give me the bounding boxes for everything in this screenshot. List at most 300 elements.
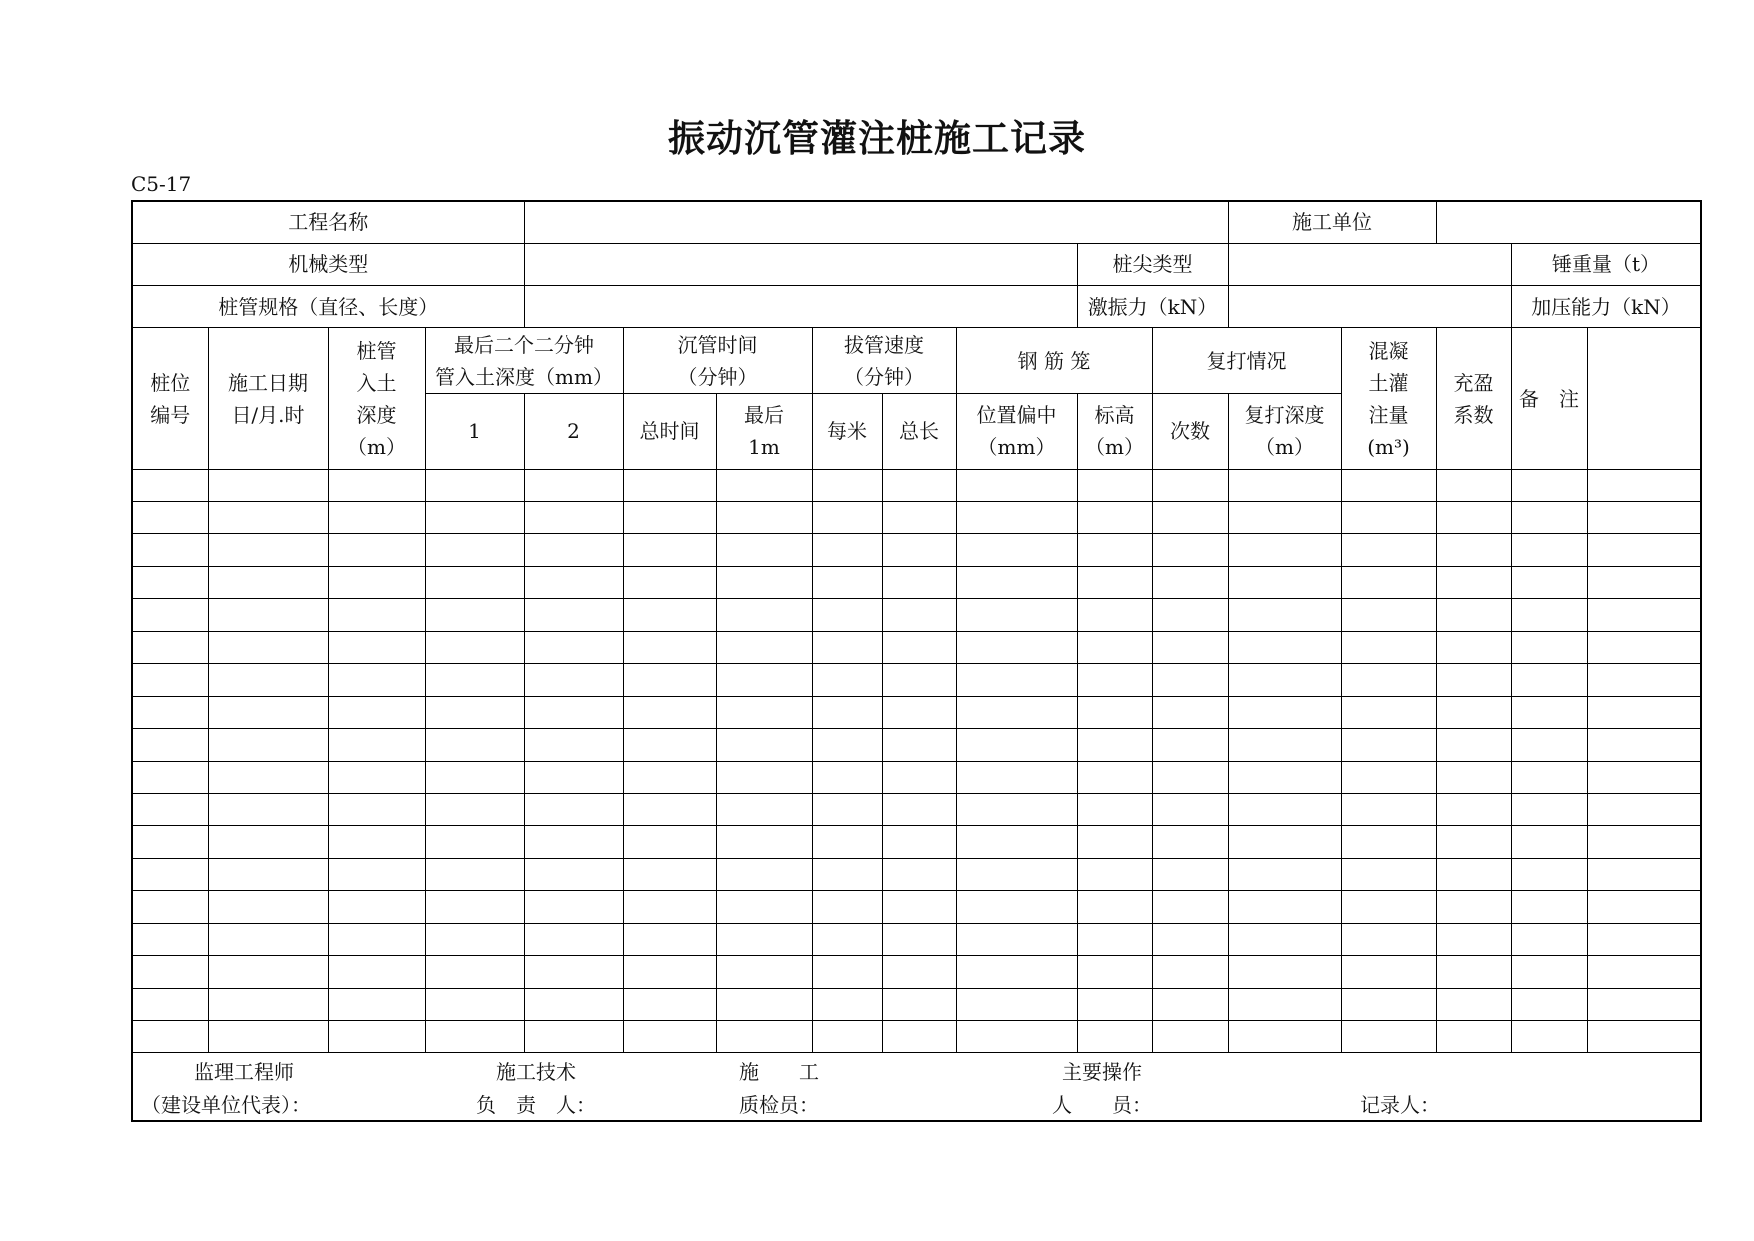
- record-cell[interactable]: [132, 1021, 208, 1053]
- record-cell[interactable]: [132, 664, 208, 696]
- record-cell[interactable]: [882, 631, 956, 663]
- record-cell[interactable]: [623, 988, 716, 1020]
- record-cell[interactable]: [425, 793, 524, 825]
- record-cell[interactable]: [1077, 891, 1152, 923]
- record-cell[interactable]: [132, 729, 208, 761]
- record-cell[interactable]: [716, 761, 812, 793]
- record-cell[interactable]: [1077, 502, 1152, 534]
- record-cell[interactable]: [812, 664, 882, 696]
- record-cell[interactable]: [425, 826, 524, 858]
- record-cell[interactable]: [623, 793, 716, 825]
- record-cell[interactable]: [425, 469, 524, 501]
- record-cell[interactable]: [132, 696, 208, 728]
- record-cell[interactable]: [956, 502, 1077, 534]
- record-cell[interactable]: [1511, 793, 1587, 825]
- record-cell[interactable]: [882, 599, 956, 631]
- record-cell[interactable]: [623, 599, 716, 631]
- record-cell[interactable]: [524, 826, 623, 858]
- record-cell[interactable]: [1152, 1021, 1228, 1053]
- record-cell[interactable]: [1341, 502, 1436, 534]
- record-cell[interactable]: [956, 631, 1077, 663]
- record-cell[interactable]: [328, 502, 425, 534]
- record-cell[interactable]: [1152, 469, 1228, 501]
- record-cell[interactable]: [328, 599, 425, 631]
- record-cell[interactable]: [1228, 988, 1341, 1020]
- record-cell[interactable]: [1077, 534, 1152, 566]
- record-cell[interactable]: [1436, 696, 1511, 728]
- record-cell[interactable]: [623, 566, 716, 598]
- record-cell[interactable]: [425, 599, 524, 631]
- record-cell[interactable]: [1228, 793, 1341, 825]
- record-cell[interactable]: [208, 664, 328, 696]
- record-cell[interactable]: [1228, 664, 1341, 696]
- record-cell[interactable]: [882, 1021, 956, 1053]
- record-cell[interactable]: [623, 502, 716, 534]
- record-cell[interactable]: [132, 793, 208, 825]
- record-cell[interactable]: [1228, 891, 1341, 923]
- record-cell[interactable]: [524, 631, 623, 663]
- record-cell[interactable]: [882, 858, 956, 890]
- record-cell[interactable]: [1587, 534, 1701, 566]
- record-cell[interactable]: [1341, 988, 1436, 1020]
- record-cell[interactable]: [812, 826, 882, 858]
- record-cell[interactable]: [1436, 599, 1511, 631]
- record-cell[interactable]: [1152, 729, 1228, 761]
- record-cell[interactable]: [1341, 761, 1436, 793]
- record-cell[interactable]: [1228, 599, 1341, 631]
- record-cell[interactable]: [812, 1021, 882, 1053]
- record-cell[interactable]: [1228, 729, 1341, 761]
- record-cell[interactable]: [1077, 761, 1152, 793]
- record-cell[interactable]: [1436, 631, 1511, 663]
- record-cell[interactable]: [812, 566, 882, 598]
- record-cell[interactable]: [716, 891, 812, 923]
- record-cell[interactable]: [328, 664, 425, 696]
- record-cell[interactable]: [956, 696, 1077, 728]
- record-cell[interactable]: [623, 469, 716, 501]
- record-cell[interactable]: [882, 793, 956, 825]
- record-cell[interactable]: [425, 858, 524, 890]
- record-cell[interactable]: [716, 923, 812, 955]
- record-cell[interactable]: [328, 761, 425, 793]
- record-cell[interactable]: [1511, 761, 1587, 793]
- record-cell[interactable]: [524, 534, 623, 566]
- record-cell[interactable]: [812, 956, 882, 988]
- record-cell[interactable]: [1152, 891, 1228, 923]
- record-cell[interactable]: [1511, 956, 1587, 988]
- record-cell[interactable]: [1341, 469, 1436, 501]
- record-cell[interactable]: [1077, 988, 1152, 1020]
- record-cell[interactable]: [1077, 664, 1152, 696]
- pile-tip-type-field[interactable]: [1228, 243, 1511, 285]
- record-cell[interactable]: [956, 599, 1077, 631]
- record-cell[interactable]: [882, 534, 956, 566]
- record-cell[interactable]: [425, 891, 524, 923]
- record-cell[interactable]: [882, 664, 956, 696]
- record-cell[interactable]: [1436, 956, 1511, 988]
- record-cell[interactable]: [1341, 956, 1436, 988]
- record-cell[interactable]: [812, 858, 882, 890]
- record-cell[interactable]: [882, 826, 956, 858]
- record-cell[interactable]: [1077, 729, 1152, 761]
- recorder-signature[interactable]: [1360, 1089, 1440, 1122]
- record-cell[interactable]: [132, 534, 208, 566]
- record-cell[interactable]: [812, 761, 882, 793]
- pipe-spec-field[interactable]: [524, 286, 1077, 328]
- record-cell[interactable]: [132, 631, 208, 663]
- record-cell[interactable]: [425, 729, 524, 761]
- record-cell[interactable]: [425, 761, 524, 793]
- record-cell[interactable]: [328, 793, 425, 825]
- record-cell[interactable]: [132, 858, 208, 890]
- record-cell[interactable]: [623, 534, 716, 566]
- record-cell[interactable]: [1436, 858, 1511, 890]
- record-cell[interactable]: [956, 664, 1077, 696]
- record-cell[interactable]: [1436, 891, 1511, 923]
- record-cell[interactable]: [524, 664, 623, 696]
- record-cell[interactable]: [1587, 502, 1701, 534]
- record-cell[interactable]: [623, 826, 716, 858]
- record-cell[interactable]: [1077, 793, 1152, 825]
- record-cell[interactable]: [812, 469, 882, 501]
- record-cell[interactable]: [1077, 696, 1152, 728]
- record-cell[interactable]: [425, 696, 524, 728]
- record-cell[interactable]: [208, 729, 328, 761]
- record-cell[interactable]: [716, 988, 812, 1020]
- record-cell[interactable]: [1341, 923, 1436, 955]
- record-cell[interactable]: [1228, 1021, 1341, 1053]
- record-cell[interactable]: [132, 956, 208, 988]
- record-cell[interactable]: [1341, 891, 1436, 923]
- record-cell[interactable]: [956, 566, 1077, 598]
- record-cell[interactable]: [524, 696, 623, 728]
- record-cell[interactable]: [1511, 566, 1587, 598]
- record-cell[interactable]: [1152, 631, 1228, 663]
- record-cell[interactable]: [716, 631, 812, 663]
- record-cell[interactable]: [1228, 696, 1341, 728]
- record-cell[interactable]: [328, 631, 425, 663]
- tech-lead-signature[interactable]: [476, 1056, 596, 1122]
- record-cell[interactable]: [328, 923, 425, 955]
- record-cell[interactable]: [716, 534, 812, 566]
- project-name-field[interactable]: [524, 201, 1228, 243]
- record-cell[interactable]: [1152, 502, 1228, 534]
- record-cell[interactable]: [132, 988, 208, 1020]
- record-cell[interactable]: [623, 696, 716, 728]
- record-cell[interactable]: [328, 826, 425, 858]
- record-cell[interactable]: [956, 1021, 1077, 1053]
- record-cell[interactable]: [1152, 599, 1228, 631]
- record-cell[interactable]: [1077, 599, 1152, 631]
- record-cell[interactable]: [956, 729, 1077, 761]
- record-cell[interactable]: [1587, 761, 1701, 793]
- record-cell[interactable]: [524, 729, 623, 761]
- record-cell[interactable]: [524, 761, 623, 793]
- record-cell[interactable]: [1341, 696, 1436, 728]
- record-cell[interactable]: [882, 761, 956, 793]
- record-cell[interactable]: [328, 891, 425, 923]
- record-cell[interactable]: [208, 793, 328, 825]
- record-cell[interactable]: [623, 761, 716, 793]
- record-cell[interactable]: [132, 599, 208, 631]
- record-cell[interactable]: [425, 664, 524, 696]
- record-cell[interactable]: [1587, 826, 1701, 858]
- record-cell[interactable]: [524, 502, 623, 534]
- record-cell[interactable]: [328, 696, 425, 728]
- record-cell[interactable]: [425, 1021, 524, 1053]
- record-cell[interactable]: [716, 793, 812, 825]
- record-cell[interactable]: [812, 534, 882, 566]
- record-cell[interactable]: [623, 1021, 716, 1053]
- record-cell[interactable]: [882, 956, 956, 988]
- record-cell[interactable]: [1152, 956, 1228, 988]
- record-cell[interactable]: [208, 566, 328, 598]
- record-cell[interactable]: [716, 664, 812, 696]
- record-cell[interactable]: [1436, 793, 1511, 825]
- record-cell[interactable]: [1077, 469, 1152, 501]
- record-cell[interactable]: [1436, 988, 1511, 1020]
- record-cell[interactable]: [1341, 599, 1436, 631]
- record-cell[interactable]: [623, 858, 716, 890]
- record-cell[interactable]: [1587, 988, 1701, 1020]
- record-cell[interactable]: [208, 891, 328, 923]
- record-cell[interactable]: [132, 761, 208, 793]
- record-cell[interactable]: [1228, 956, 1341, 988]
- record-cell[interactable]: [208, 858, 328, 890]
- record-cell[interactable]: [1152, 664, 1228, 696]
- record-cell[interactable]: [1228, 923, 1341, 955]
- record-cell[interactable]: [623, 664, 716, 696]
- record-cell[interactable]: [1228, 502, 1341, 534]
- record-cell[interactable]: [1228, 469, 1341, 501]
- record-cell[interactable]: [956, 988, 1077, 1020]
- record-cell[interactable]: [1511, 858, 1587, 890]
- record-cell[interactable]: [1436, 502, 1511, 534]
- record-cell[interactable]: [1228, 566, 1341, 598]
- record-cell[interactable]: [812, 599, 882, 631]
- record-cell[interactable]: [524, 891, 623, 923]
- operator-signature[interactable]: [1052, 1056, 1152, 1122]
- record-cell[interactable]: [623, 729, 716, 761]
- record-cell[interactable]: [425, 566, 524, 598]
- record-cell[interactable]: [882, 469, 956, 501]
- record-cell[interactable]: [1587, 599, 1701, 631]
- record-cell[interactable]: [1587, 566, 1701, 598]
- record-cell[interactable]: [1341, 826, 1436, 858]
- record-cell[interactable]: [1511, 826, 1587, 858]
- record-cell[interactable]: [812, 793, 882, 825]
- record-cell[interactable]: [1077, 1021, 1152, 1053]
- record-cell[interactable]: [1152, 923, 1228, 955]
- record-cell[interactable]: [1436, 664, 1511, 696]
- record-cell[interactable]: [1511, 502, 1587, 534]
- record-cell[interactable]: [812, 631, 882, 663]
- record-cell[interactable]: [208, 1021, 328, 1053]
- record-cell[interactable]: [1511, 988, 1587, 1020]
- record-cell[interactable]: [1587, 696, 1701, 728]
- record-cell[interactable]: [623, 956, 716, 988]
- record-cell[interactable]: [1228, 631, 1341, 663]
- record-cell[interactable]: [1152, 793, 1228, 825]
- qc-signature[interactable]: [739, 1056, 819, 1122]
- record-cell[interactable]: [1436, 1021, 1511, 1053]
- record-cell[interactable]: [716, 956, 812, 988]
- record-cell[interactable]: [1511, 923, 1587, 955]
- record-cell[interactable]: [1511, 729, 1587, 761]
- record-cell[interactable]: [1511, 891, 1587, 923]
- record-cell[interactable]: [1587, 664, 1701, 696]
- record-cell[interactable]: [1436, 729, 1511, 761]
- record-cell[interactable]: [1587, 1021, 1701, 1053]
- record-cell[interactable]: [208, 696, 328, 728]
- record-cell[interactable]: [524, 793, 623, 825]
- record-cell[interactable]: [425, 923, 524, 955]
- record-cell[interactable]: [1077, 858, 1152, 890]
- record-cell[interactable]: [1341, 534, 1436, 566]
- record-cell[interactable]: [1341, 631, 1436, 663]
- record-cell[interactable]: [1341, 858, 1436, 890]
- record-cell[interactable]: [1341, 664, 1436, 696]
- record-cell[interactable]: [1587, 729, 1701, 761]
- record-cell[interactable]: [956, 891, 1077, 923]
- record-cell[interactable]: [328, 566, 425, 598]
- record-cell[interactable]: [1228, 761, 1341, 793]
- record-cell[interactable]: [1511, 599, 1587, 631]
- machine-type-field[interactable]: [524, 243, 1077, 285]
- record-cell[interactable]: [1228, 826, 1341, 858]
- record-cell[interactable]: [1587, 858, 1701, 890]
- record-cell[interactable]: [1152, 761, 1228, 793]
- record-cell[interactable]: [1341, 793, 1436, 825]
- record-cell[interactable]: [524, 988, 623, 1020]
- record-cell[interactable]: [208, 599, 328, 631]
- record-cell[interactable]: [716, 729, 812, 761]
- record-cell[interactable]: [1587, 891, 1701, 923]
- record-cell[interactable]: [623, 923, 716, 955]
- record-cell[interactable]: [716, 599, 812, 631]
- record-cell[interactable]: [1436, 761, 1511, 793]
- record-cell[interactable]: [208, 631, 328, 663]
- record-cell[interactable]: [812, 729, 882, 761]
- record-cell[interactable]: [1511, 631, 1587, 663]
- record-cell[interactable]: [132, 923, 208, 955]
- record-cell[interactable]: [208, 761, 328, 793]
- record-cell[interactable]: [1152, 696, 1228, 728]
- record-cell[interactable]: [956, 469, 1077, 501]
- record-cell[interactable]: [1511, 469, 1587, 501]
- record-cell[interactable]: [956, 534, 1077, 566]
- record-cell[interactable]: [1511, 534, 1587, 566]
- record-cell[interactable]: [425, 988, 524, 1020]
- record-cell[interactable]: [882, 696, 956, 728]
- record-cell[interactable]: [956, 826, 1077, 858]
- record-cell[interactable]: [812, 988, 882, 1020]
- record-cell[interactable]: [328, 988, 425, 1020]
- record-cell[interactable]: [956, 761, 1077, 793]
- record-cell[interactable]: [524, 469, 623, 501]
- record-cell[interactable]: [1511, 696, 1587, 728]
- record-cell[interactable]: [882, 988, 956, 1020]
- record-cell[interactable]: [812, 891, 882, 923]
- record-cell[interactable]: [1587, 923, 1701, 955]
- record-cell[interactable]: [1152, 988, 1228, 1020]
- record-cell[interactable]: [1077, 566, 1152, 598]
- record-cell[interactable]: [524, 923, 623, 955]
- record-cell[interactable]: [956, 956, 1077, 988]
- record-cell[interactable]: [882, 502, 956, 534]
- record-cell[interactable]: [623, 631, 716, 663]
- record-cell[interactable]: [623, 891, 716, 923]
- supervisor-signature[interactable]: [141, 1056, 311, 1122]
- record-cell[interactable]: [1341, 1021, 1436, 1053]
- record-cell[interactable]: [1436, 534, 1511, 566]
- record-cell[interactable]: [716, 502, 812, 534]
- record-cell[interactable]: [716, 469, 812, 501]
- record-cell[interactable]: [425, 502, 524, 534]
- record-cell[interactable]: [524, 956, 623, 988]
- construction-unit-field[interactable]: [1436, 201, 1701, 243]
- record-cell[interactable]: [812, 923, 882, 955]
- record-cell[interactable]: [328, 469, 425, 501]
- record-cell[interactable]: [132, 469, 208, 501]
- record-cell[interactable]: [132, 826, 208, 858]
- record-cell[interactable]: [1587, 956, 1701, 988]
- record-cell[interactable]: [208, 923, 328, 955]
- record-cell[interactable]: [1077, 923, 1152, 955]
- record-cell[interactable]: [1152, 566, 1228, 598]
- record-cell[interactable]: [208, 534, 328, 566]
- record-cell[interactable]: [1587, 793, 1701, 825]
- record-cell[interactable]: [882, 923, 956, 955]
- record-cell[interactable]: [1511, 664, 1587, 696]
- record-cell[interactable]: [1077, 631, 1152, 663]
- record-cell[interactable]: [956, 923, 1077, 955]
- record-cell[interactable]: [1077, 956, 1152, 988]
- record-cell[interactable]: [716, 696, 812, 728]
- record-cell[interactable]: [716, 826, 812, 858]
- record-cell[interactable]: [956, 793, 1077, 825]
- record-cell[interactable]: [328, 729, 425, 761]
- record-cell[interactable]: [425, 631, 524, 663]
- record-cell[interactable]: [1077, 826, 1152, 858]
- record-cell[interactable]: [328, 534, 425, 566]
- record-cell[interactable]: [524, 566, 623, 598]
- record-cell[interactable]: [1341, 566, 1436, 598]
- record-cell[interactable]: [1436, 469, 1511, 501]
- record-cell[interactable]: [1436, 923, 1511, 955]
- record-cell[interactable]: [208, 469, 328, 501]
- record-cell[interactable]: [716, 858, 812, 890]
- record-cell[interactable]: [882, 566, 956, 598]
- record-cell[interactable]: [132, 502, 208, 534]
- record-cell[interactable]: [1152, 826, 1228, 858]
- record-cell[interactable]: [882, 891, 956, 923]
- record-cell[interactable]: [1152, 534, 1228, 566]
- record-cell[interactable]: [425, 956, 524, 988]
- record-cell[interactable]: [208, 502, 328, 534]
- record-cell[interactable]: [132, 566, 208, 598]
- record-cell[interactable]: [425, 534, 524, 566]
- record-cell[interactable]: [1341, 729, 1436, 761]
- record-cell[interactable]: [524, 599, 623, 631]
- record-cell[interactable]: [1436, 826, 1511, 858]
- record-cell[interactable]: [812, 696, 882, 728]
- record-cell[interactable]: [956, 858, 1077, 890]
- record-cell[interactable]: [132, 891, 208, 923]
- record-cell[interactable]: [812, 502, 882, 534]
- record-cell[interactable]: [1228, 858, 1341, 890]
- record-cell[interactable]: [208, 956, 328, 988]
